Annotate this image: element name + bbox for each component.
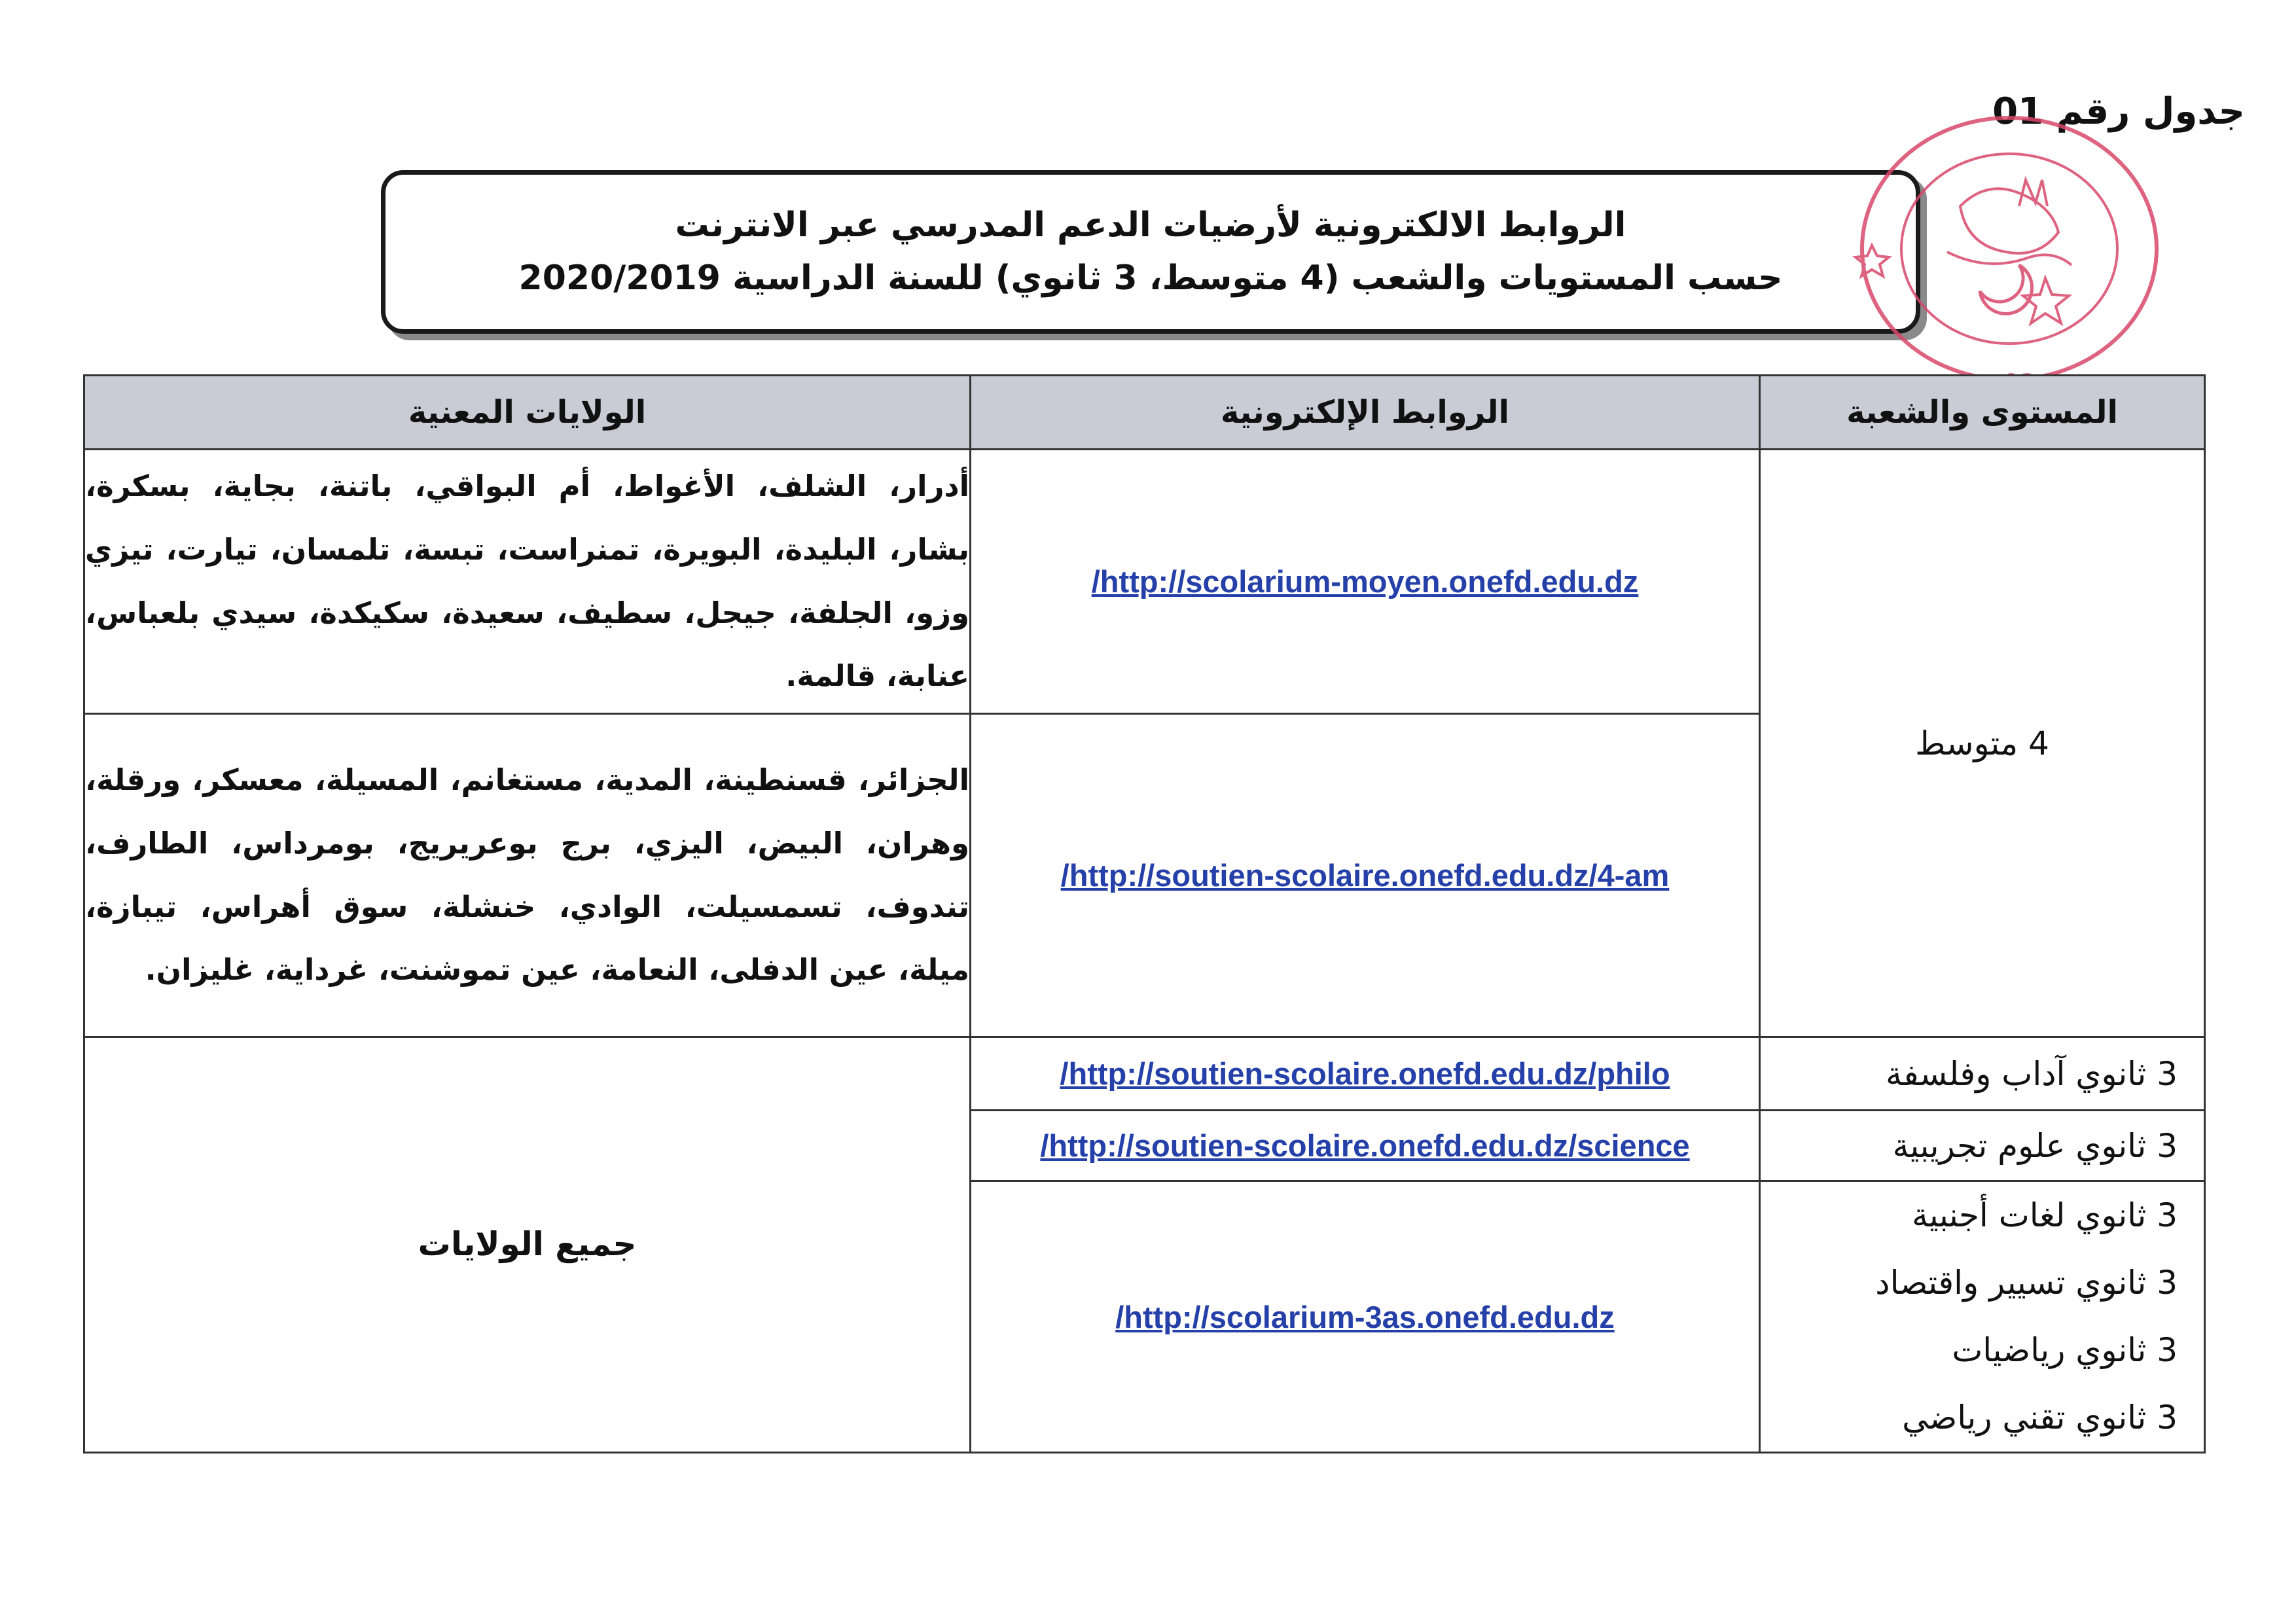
level-cell-multi xyxy=(1760,1181,2205,1453)
level-cell: 3 ثانوي آداب وفلسفة xyxy=(1760,1037,2205,1111)
states-cell: الجزائر، قسنطينة، المدية، مستغانم، المسيلة، معسكر، ورقلة، وهران، البيض، اليزي، برج بوعريريج، بومرداس، الطارف، تندوف، تسمسيلت، الوادي، خنشلة، سوق أهراس، تيبازة، ميلة، عين الدفلى، النعامة، عين تموشنت، غرداية، غليزان. xyxy=(84,714,971,1037)
link-cell xyxy=(971,1037,1760,1111)
link-soutien-4am[interactable]: http://soutien-scolaire.onefd.edu.dz/4-am/ xyxy=(1060,858,1670,893)
link-cell xyxy=(971,1181,1760,1453)
states-cell: أدرار، الشلف، الأغواط، أم البواقي، باتنة، بجاية، بسكرة، بشار، البليدة، البويرة، تمنراست، تبسة، تلمسان، تيارت، تيزي وزو، الجلفة، جيجل، سطيف، سعيدة، سكيكدة، سيدي بلعباس، عنابة، قالمة. xyxy=(84,450,971,714)
table-row xyxy=(84,1037,2205,1111)
header-level: المستوى والشعبة xyxy=(1760,376,2205,450)
link-soutien-science[interactable]: http://soutien-scolaire.onefd.edu.dz/science/ xyxy=(1040,1128,1690,1163)
level-item: 3 ثانوي رياضيات xyxy=(1952,1331,2178,1369)
table-number: جدول رقم 01 xyxy=(1992,90,2245,133)
level-cell: 4 متوسط xyxy=(1760,450,2205,1037)
link-soutien-philo[interactable]: http://soutien-scolaire.onefd.edu.dz/philo/ xyxy=(1060,1056,1670,1091)
link-scolarium-3as[interactable]: http://scolarium-3as.onefd.edu.dz/ xyxy=(1115,1299,1615,1334)
header-links: الروابط الإلكترونية xyxy=(971,376,1760,450)
link-cell xyxy=(971,1111,1760,1181)
link-cell xyxy=(971,714,1760,1037)
table-row xyxy=(84,450,2205,714)
link-cell xyxy=(971,450,1760,714)
title-line-1: الروابط الالكترونية لأرضيات الدعم المدرسي عبر الانترنت xyxy=(675,205,1626,245)
title-line-2: حسب المستويات والشعب (4 متوسط، 3 ثانوي) للسنة الدراسية 2020/2019 xyxy=(518,259,1783,298)
level-item: 3 ثانوي تقني رياضي xyxy=(1902,1399,2178,1436)
level-item: 3 ثانوي لغات أجنبية xyxy=(1911,1196,2178,1234)
links-table xyxy=(83,374,2206,1454)
official-stamp xyxy=(1849,108,2170,389)
level-cell: 3 ثانوي علوم تجريبية xyxy=(1760,1111,2205,1181)
link-scolarium-moyen[interactable]: http://scolarium-moyen.onefd.edu.dz/ xyxy=(1091,564,1639,599)
level-item: 3 ثانوي تسيير واقتصاد xyxy=(1875,1264,2178,1302)
states-cell-all: جميع الولايات xyxy=(84,1037,971,1453)
title-box xyxy=(381,170,1920,334)
header-states: الولايات المعنية xyxy=(84,376,971,450)
table-header-row xyxy=(84,376,2205,450)
